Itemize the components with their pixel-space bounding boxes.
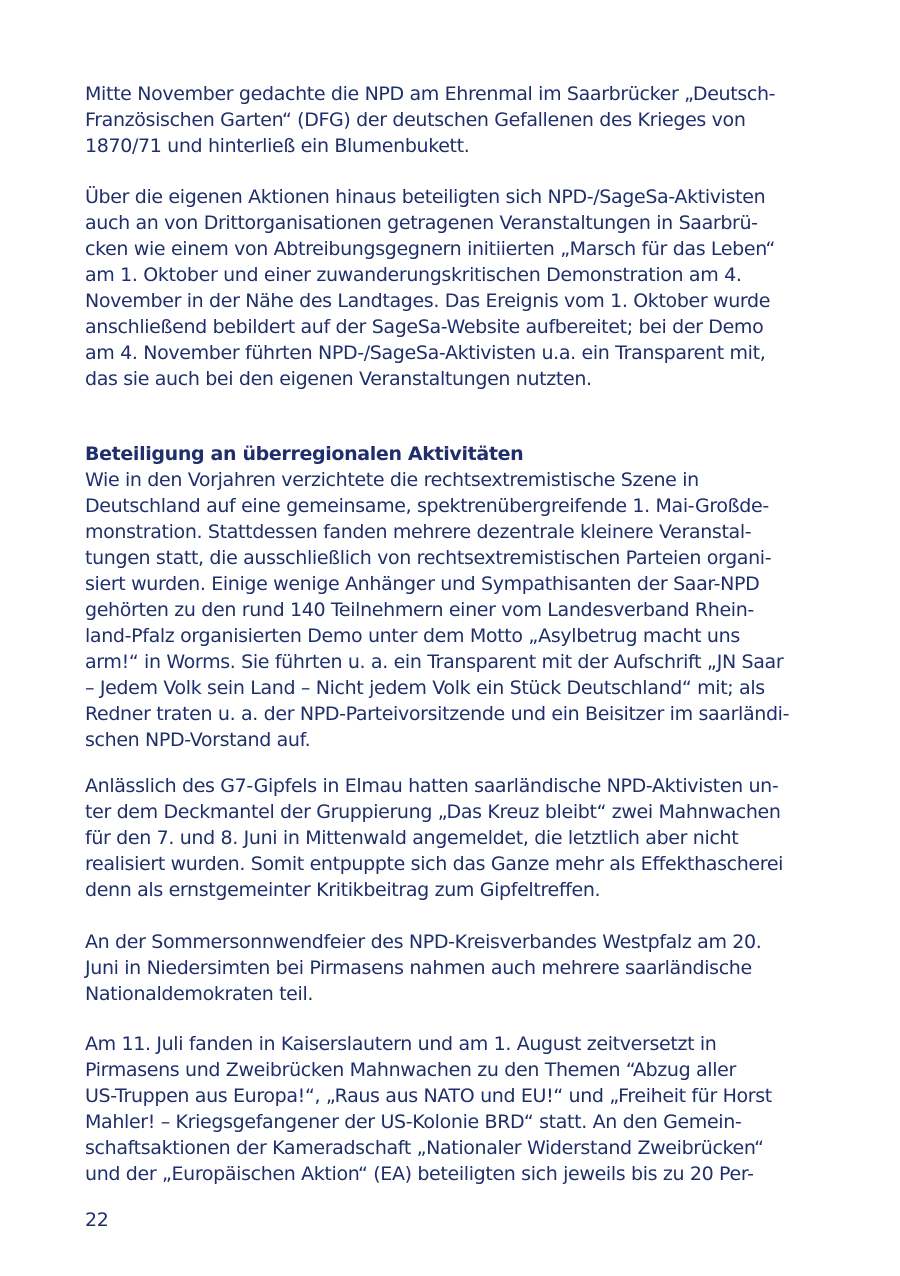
paragraph-g7-gipfel: [85, 773, 845, 903]
paragraph-drittorganisationen: [85, 184, 845, 392]
text-line: schen NPD-Vorstand auf.: [85, 729, 311, 751]
text-line: Anlässlich des G7-Gipfels in Elmau hatten saarländische NPD-Aktivisten un-: [85, 775, 779, 797]
text-line: US-Truppen aus Europa!“, „Raus aus NATO und EU!“ und „Freiheit für Horst: [85, 1085, 772, 1107]
text-line: ter dem Deckmantel der Gruppierung „Das Kreuz bleibt“ zwei Mahnwachen: [85, 801, 781, 823]
text-line: Pirmasens und Zweibrücken Mahnwachen zu den Themen “Abzug aller: [85, 1059, 736, 1081]
text-line: Über die eigenen Aktionen hinaus beteiligten sich NPD-/SageSa-Aktivisten: [85, 186, 766, 208]
text-line: siert wurden. Einige wenige Anhänger und Sympathisanten der Saar-NPD: [85, 573, 760, 595]
text-line: für den 7. und 8. Juni in Mittenwald angemeldet, die letztlich aber nicht: [85, 827, 739, 849]
text-line: November in der Nähe des Landtages. Das Ereignis vom 1. Oktober wurde: [85, 290, 771, 312]
text-line: anschließend bebildert auf der SageSa-Website aufbereitet; bei der Demo: [85, 316, 764, 338]
section-heading: Beteiligung an überregionalen Aktivitäten: [85, 443, 524, 465]
page-number: 22: [85, 1209, 109, 1231]
paragraph-mahnwachen: [85, 1031, 845, 1187]
text-line: Deutschland auf eine gemeinsame, spektrenübergreifende 1. Mai-Großde-: [85, 495, 769, 517]
text-line: am 1. Oktober und einer zuwanderungskritischen Demonstration am 4.: [85, 264, 742, 286]
section-ueberregionale-aktivitaeten: [85, 441, 845, 753]
text-line: tungen statt, die ausschließlich von rechtsextremistischen Parteien organi-: [85, 547, 772, 569]
text-line: arm!“ in Worms. Sie führten u. a. ein Transparent mit der Aufschrift „JN Saar: [85, 651, 784, 673]
text-line: gehörten zu den rund 140 Teilnehmern einer vom Landesverband Rhein-: [85, 599, 754, 621]
text-line: Mitte November gedachte die NPD am Ehrenmal im Saarbrücker „Deutsch-: [85, 83, 776, 105]
text-line: denn als ernstgemeinter Kritikbeitrag zum Gipfeltreffen.: [85, 879, 601, 901]
text-line: Juni in Niedersimten bei Pirmasens nahmen auch mehrere saarländische: [85, 957, 752, 979]
text-line: am 4. November führten NPD-/SageSa-Aktivisten u.a. ein Transparent mit,: [85, 342, 766, 364]
text-line: Redner traten u. a. der NPD-Parteivorsitzende und ein Beisitzer im saarländi-: [85, 703, 790, 725]
text-line: realisiert wurden. Somit entpuppte sich das Ganze mehr als Effekthascherei: [85, 853, 784, 875]
text-line: Am 11. Juli fanden in Kaiserslautern und am 1. August zeitversetzt in: [85, 1033, 717, 1055]
text-line: land-Pfalz organisierten Demo unter dem Motto „Asylbetrug macht uns: [85, 625, 740, 647]
text-line: und der „Europäischen Aktion“ (EA) beteiligten sich jeweils bis zu 20 Per-: [85, 1163, 754, 1185]
text-line: Französischen Garten“ (DFG) der deutschen Gefallenen des Krieges von: [85, 109, 746, 131]
text-line: das sie auch bei den eigenen Veranstaltungen nutzten.: [85, 368, 592, 390]
text-line: auch an von Drittorganisationen getragenen Veranstaltungen in Saarbrü-: [85, 212, 758, 234]
text-line: schaftsaktionen der Kameradschaft „Nationaler Widerstand Zweibrücken“: [85, 1137, 764, 1159]
text-line: Nationaldemokraten teil.: [85, 983, 314, 1005]
text-line: monstration. Stattdessen fanden mehrere dezentrale kleinere Veranstal-: [85, 521, 752, 543]
text-line: cken wie einem von Abtreibungsgegnern initiierten „Marsch für das Leben“: [85, 238, 776, 260]
paragraph-ehrenmal: [85, 81, 845, 159]
text-line: An der Sommersonnwendfeier des NPD-Kreisverbandes Westpfalz am 20.: [85, 931, 762, 953]
text-line: – Jedem Volk sein Land – Nicht jedem Volk ein Stück Deutschland“ mit; als: [85, 677, 765, 699]
paragraph-sommersonnwendfeier: [85, 929, 845, 1007]
text-line: Wie in den Vorjahren verzichtete die rechtsextremistische Szene in: [85, 469, 699, 491]
text-line: Mahler! – Kriegsgefangener der US-Kolonie BRD“ statt. An den Gemein-: [85, 1111, 742, 1133]
text-line: 1870/71 und hinterließ ein Blumenbukett.: [85, 135, 470, 157]
